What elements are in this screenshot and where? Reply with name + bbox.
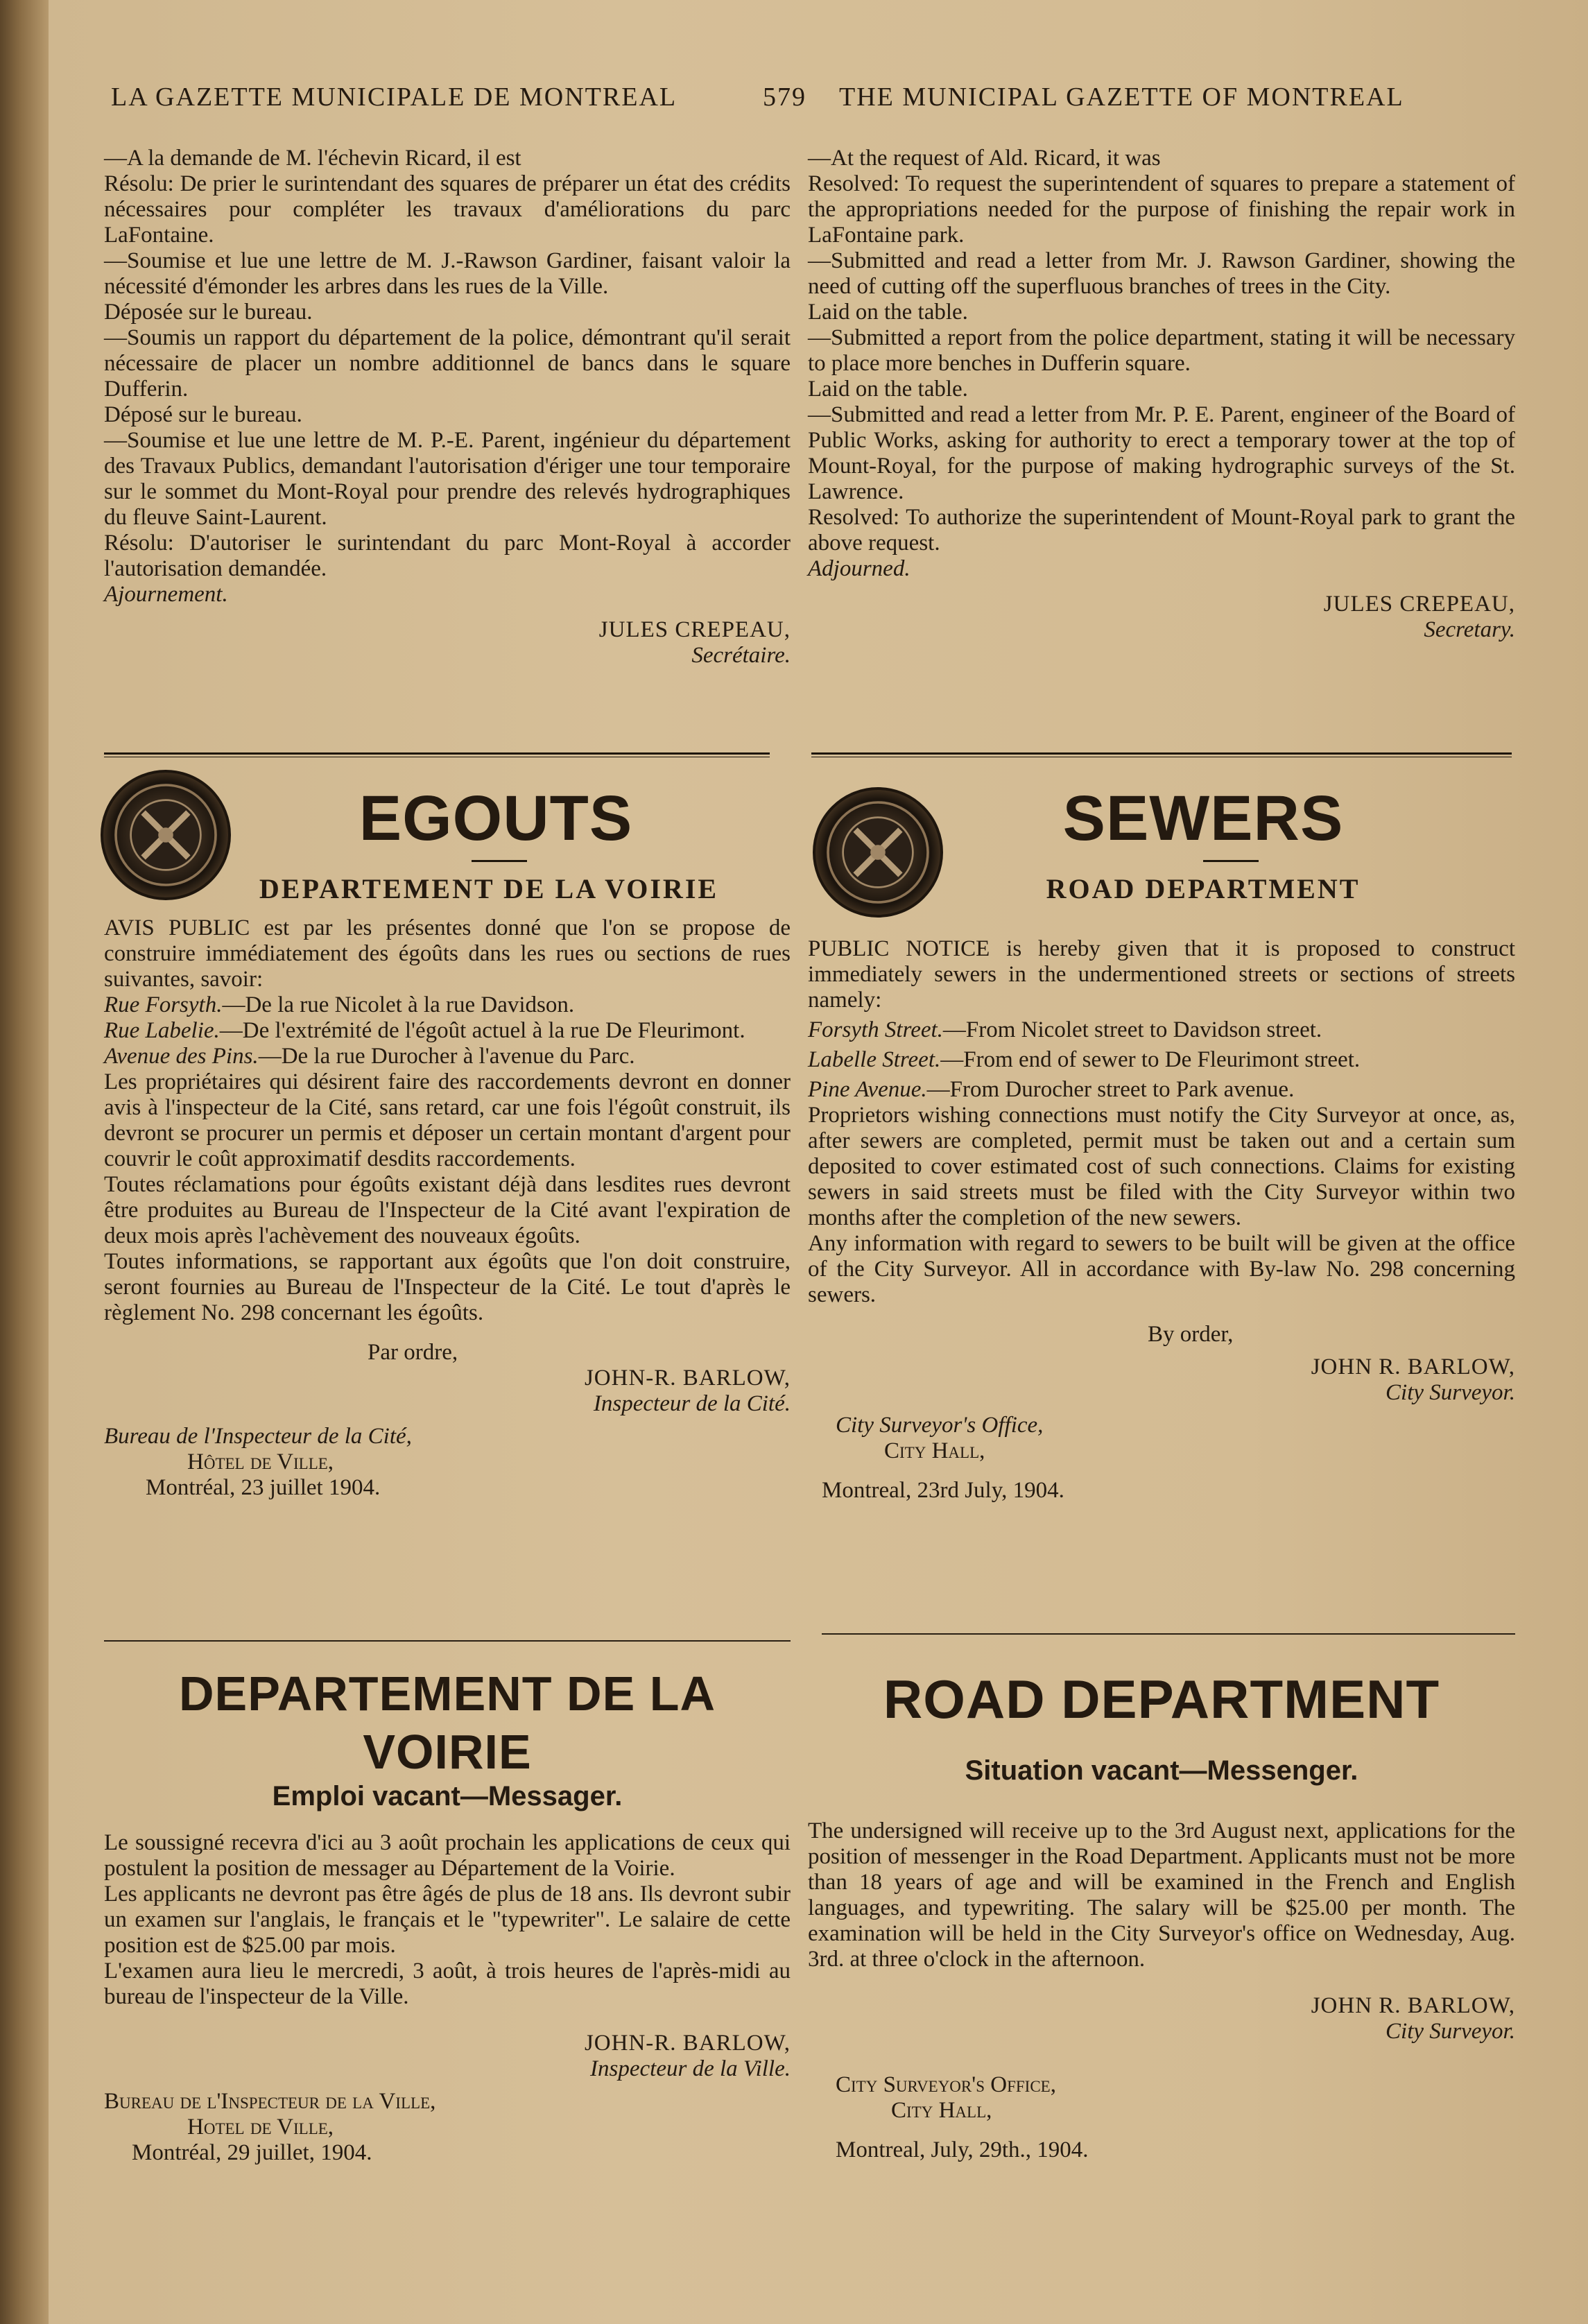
egouts-item-0 — [104, 992, 791, 1018]
signature-role: City Surveyor. — [1386, 2019, 1515, 2044]
minutes-en-p4: —Submitted a report from the police department, stating it will be necessary to place more benches in Dufferin square. — [808, 325, 1515, 376]
sewers-p1: Any information with regard to sewers to be built will be given at the office of the City Surveyor. All in accordance with By-law No. 298 concerning sewers. — [808, 1231, 1515, 1307]
voirie-office — [104, 2089, 791, 2166]
title-bar — [472, 860, 527, 862]
road-dept-title: ROAD DEPARTMENT — [883, 1669, 1440, 1730]
minutes-fr-p6: —Soumise et lue une lettre de M. P.-E. Parent, ingénieur du département des Travaux Publics, demandant l'autorisation d'ériger une tour temporaire sur le sommet du Mont-Royal pour prendre des relevés hydrographiques du fleuve Saint-Laurent. — [104, 428, 791, 530]
header-right-title: THE MUNICIPAL GAZETTE OF MONTREAL — [839, 83, 1404, 112]
minutes-french — [104, 146, 791, 669]
minutes-en-p7: Resolved: To authorize the superintendent of Mount-Royal park to grant the above request. — [808, 505, 1515, 556]
sewers-subtitle: ROAD DEPARTMENT — [1046, 873, 1361, 904]
street-extent: —From Durocher street to Park avenue. — [926, 1077, 1295, 1102]
minutes-en-signature — [808, 592, 1515, 643]
egouts-order: Par ordre, — [368, 1340, 458, 1365]
street-extent: —De l'extrémité de l'égoût actuel à la rue De Fleurimont. — [219, 1018, 745, 1043]
signature-role: Secretary. — [1424, 617, 1515, 642]
egouts-notice — [104, 784, 791, 1501]
street-extent: —De la rue Nicolet à la rue Davidson. — [222, 992, 575, 1017]
road-dept-office — [808, 2072, 1515, 2163]
section-rule-right-2 — [822, 1633, 1515, 1635]
minutes-en-p0: —At the request of Ald. Ricard, it was — [808, 146, 1161, 171]
header-left-title: LA GAZETTE MUNICIPALE DE MONTREAL — [111, 83, 678, 112]
voirie-subtitle: Emploi vacant—Messager. — [272, 1781, 623, 1811]
voirie-notice — [104, 1664, 791, 2166]
egouts-p1: Toutes réclamations pour égoûts existant déjà dans lesdites rues devront être produites au Bureau de l'Inspecteur de la Cité avant l'expiration de deux mois après l'achèvement des nouveaux égoûts. — [104, 1172, 791, 1248]
minutes-fr-p0: —A la demande de M. l'échevin Ricard, il est — [104, 146, 521, 171]
sewers-item-2 — [808, 1077, 1515, 1103]
street-extent: —From Nicolet street to Davidson street. — [942, 1017, 1322, 1042]
sewers-order: By order, — [1148, 1322, 1234, 1347]
minutes-english — [808, 146, 1515, 643]
voirie-p2: L'examen aura lieu le mercredi, 3 août, à trois heures de l'après-midi au bureau de l'inspecteur de la Ville. — [104, 1959, 791, 2009]
signature-role: City Surveyor. — [1386, 1380, 1515, 1405]
street-extent: —De la rue Durocher à l'avenue du Parc. — [258, 1044, 635, 1069]
office-line-1: City Surveyor's Office, — [836, 2072, 1056, 2097]
street-name: Rue Forsyth. — [104, 992, 223, 1017]
minutes-en-p6: —Submitted and read a letter from Mr. P. E. Parent, engineer of the Board of Public Works, asking for authority to erect a temporary tower at the top of Mount-Royal, for the purpose of making hydrographic surveys of the St. Lawrence. — [808, 402, 1515, 504]
voirie-title: DEPARTEMENT DE LA VOIRIE — [178, 1667, 716, 1779]
sewers-title: SEWERS — [1062, 783, 1344, 854]
sewers-item-1 — [808, 1047, 1515, 1073]
signature-role: Inspecteur de la Ville. — [590, 2056, 791, 2081]
minutes-fr-p5: Déposé sur le bureau. — [104, 402, 302, 427]
signature-name: JOHN-R. BARLOW, — [584, 1366, 791, 1391]
minutes-fr-signature — [104, 617, 791, 669]
road-dept-signature — [808, 1993, 1515, 2045]
voirie-p0: Le soussigné recevra d'ici au 3 août prochain les applications de ceux qui postulent la position de messager au Département de la Voirie. — [104, 1830, 791, 1881]
voirie-signature — [104, 2031, 791, 2082]
sewers-item-0 — [808, 1017, 1515, 1043]
binding-gutter — [0, 0, 49, 2324]
page-number: 579 — [763, 83, 806, 112]
minutes-fr-p7: Résolu: D'autoriser le surintendant du parc Mont-Royal à accorder l'autorisation demandée. — [104, 531, 791, 581]
sewers-signature — [808, 1354, 1515, 1406]
street-name: Labelle Street. — [808, 1047, 941, 1072]
road-dept-notice — [808, 1668, 1515, 2163]
street-extent: —From end of sewer to De Fleurimont street. — [940, 1047, 1361, 1072]
signature-role: Secrétaire. — [691, 643, 791, 668]
section-rule-right — [811, 752, 1512, 757]
voirie-p1: Les applicants ne devront pas être âgés de plus de 18 ans. Ils devront subir un examen sur l'anglais, le français et le "typewriter". Le salaire de cette position est de $25.00 par mois. — [104, 1882, 791, 1958]
title-bar — [1203, 860, 1259, 862]
egouts-item-2 — [104, 1044, 791, 1069]
minutes-fr-p8: Ajournement. — [104, 582, 228, 607]
sewers-p0: Proprietors wishing connections must notify the City Surveyor at once, as, after sewers are completed, permit must be taken out and a certain sum deposited to cover estimated cost of such connections. Claims for existing sewers in said streets must be filed with the City Surveyor within two months after the completion of the new sewers. — [808, 1103, 1515, 1230]
egouts-subtitle: DEPARTEMENT DE LA VOIRIE — [259, 873, 719, 904]
notice-date: Montréal, 29 juillet, 1904. — [132, 2140, 372, 2165]
sewers-intro: PUBLIC NOTICE is hereby given that it is proposed to construct immediately sewers in the undermentioned streets or sections of streets namely: — [808, 936, 1515, 1013]
running-head — [104, 82, 1470, 123]
office-line-2: City Hall, — [884, 1438, 985, 1463]
signature-name: JULES CREPEAU, — [1323, 592, 1515, 617]
road-dept-subtitle: Situation vacant—Messenger. — [965, 1755, 1358, 1786]
egouts-item-1 — [104, 1018, 791, 1044]
egouts-office — [104, 1424, 791, 1501]
street-name: Forsyth Street. — [808, 1017, 943, 1042]
minutes-fr-p1: Résolu: De prier le surintendant des squares de préparer un état des crédits nécessaires pour compléter les travaux d'améliorations du parc LaFontaine. — [104, 171, 791, 248]
section-rule-left — [104, 752, 770, 757]
egouts-signature — [104, 1366, 791, 1417]
signature-name: JOHN R. BARLOW, — [1311, 1354, 1515, 1379]
road-dept-p0: The undersigned will receive up to the 3rd August next, applications for the position of messenger in the Road Department. Applicants must not be more than 18 years of age and will be examined in the French and English languages, and typewriting. The salary will be $25.00 per month. The examination will be held in the City Surveyor's office on Wednesday, Aug. 3rd. at three o'clock in the afternoon. — [808, 1818, 1515, 1972]
minutes-en-p3: Laid on the table. — [808, 300, 968, 325]
office-line-2: Hôtel de Ville, — [187, 1449, 334, 1474]
egouts-title: EGOUTS — [359, 783, 633, 854]
signature-name: JOHN-R. BARLOW, — [584, 2031, 791, 2056]
sewers-notice — [808, 784, 1515, 1504]
street-name: Pine Avenue. — [808, 1077, 927, 1102]
signature-name: JULES CREPEAU, — [598, 617, 791, 642]
minutes-fr-p4: —Soumis un rapport du département de la police, démontrant qu'il serait nécessaire de placer un nombre additionnel de bancs dans le square Dufferin. — [104, 325, 791, 402]
signature-role: Inspecteur de la Cité. — [593, 1391, 791, 1416]
notice-date: Montréal, 23 juillet 1904. — [146, 1475, 381, 1500]
minutes-fr-p2: —Soumise et lue une lettre de M. J.-Rawson Gardiner, faisant valoir la nécessité d'émonder les arbres dans les rues de la Ville. — [104, 248, 791, 299]
minutes-en-p2: —Submitted and read a letter from Mr. J. Rawson Gardiner, showing the need of cutting off the superfluous branches of trees in the City. — [808, 248, 1515, 299]
sewers-office — [808, 1413, 1515, 1504]
notice-date: Montreal, 23rd July, 1904. — [822, 1478, 1064, 1503]
egouts-intro: AVIS PUBLIC est par les présentes donné que l'on se propose de construire immédiatement des égoûts dans les rues ou sections de rues suivantes, savoir: — [104, 915, 791, 992]
office-line-2: City Hall, — [891, 2098, 992, 2123]
street-name: Avenue des Pins. — [104, 1044, 259, 1069]
minutes-en-p8: Adjourned. — [808, 556, 910, 581]
notice-date: Montreal, July, 29th., 1904. — [836, 2137, 1089, 2162]
street-name: Rue Labelie. — [104, 1018, 220, 1043]
minutes-fr-p3: Déposée sur le bureau. — [104, 300, 313, 325]
office-line-1: Bureau de l'Inspecteur de la Cité, — [104, 1424, 412, 1449]
minutes-en-p5: Laid on the table. — [808, 377, 968, 402]
office-line-1: City Surveyor's Office, — [836, 1413, 1044, 1438]
office-line-2: Hotel de Ville, — [187, 2115, 334, 2140]
minutes-en-p1: Resolved: To request the superintendent of squares to prepare a statement of the appropriations needed for the purpose of finishing the repair work in LaFontaine park. — [808, 171, 1515, 248]
egouts-p0: Les propriétaires qui désirent faire des raccordements devront en donner avis à l'inspecteur de la Cité, sans retard, car une fois l'égoût construit, ils devront se procurer un permis et déposer un certain montant d'argent pour couvrir le coût approximatif desdits raccordements. — [104, 1069, 791, 1171]
section-rule-left-2 — [104, 1640, 791, 1642]
signature-name: JOHN R. BARLOW, — [1311, 1993, 1515, 2018]
office-line-1: Bureau de l'Inspecteur de la Ville, — [104, 2089, 436, 2114]
egouts-p2: Toutes informations, se rapportant aux égoûts que l'on doit construire, seront fournies au Bureau de l'Inspecteur de la Cité. Le tout d'après le règlement No. 298 concernant les égoûts. — [104, 1249, 791, 1325]
